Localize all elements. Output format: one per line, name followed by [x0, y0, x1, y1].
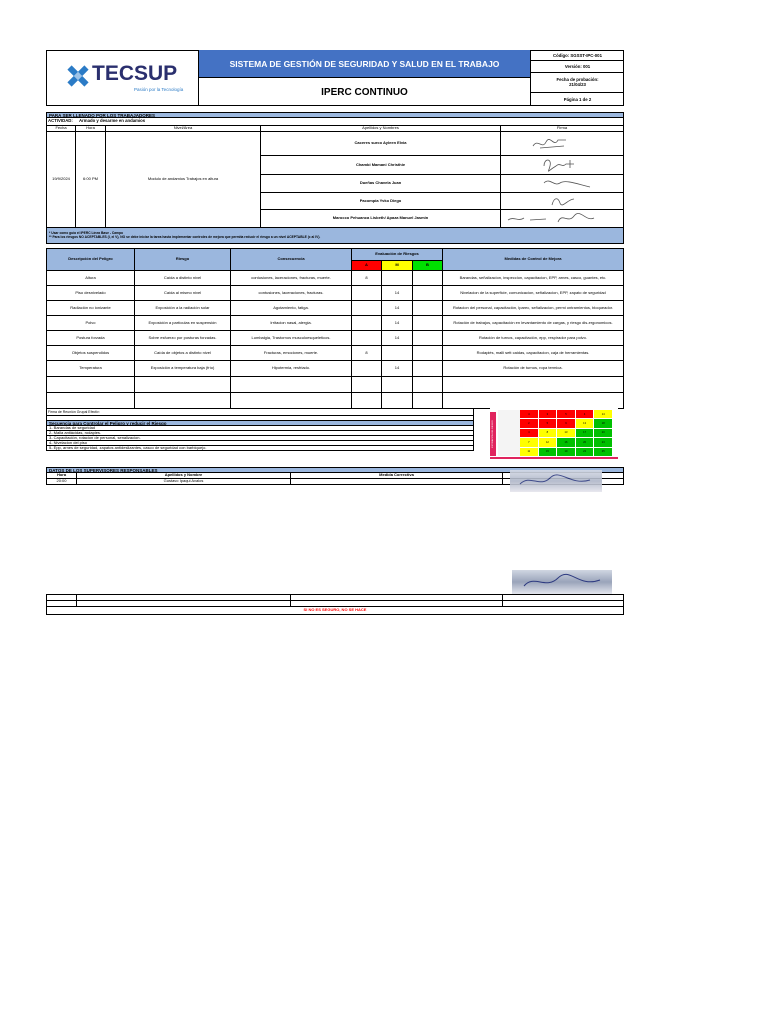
matrix-cell-3-3: 13 [557, 429, 575, 437]
hazard-row-7-a [351, 360, 382, 377]
doc-version-text: Versión: 001 [564, 64, 591, 69]
hazard-row-2-a [351, 285, 382, 301]
hazard-row-4-risk: Exposición a partículas en suspensión [134, 315, 231, 331]
risk-matrix-side-label [490, 412, 496, 456]
supervisor-signature-icon [510, 470, 602, 492]
hazard-row-empty-2-a [351, 392, 382, 409]
hazard-row-6-a: 8 [351, 345, 382, 361]
matrix-cell-1-3: 5 [557, 410, 575, 418]
col-consequence: Consecuencia [230, 248, 352, 271]
hazard-row-5-hazard: Postura forzada [46, 330, 135, 346]
activity-value: Armado y desarme en andamios [79, 118, 146, 123]
time-value: 6:00 PM [75, 131, 106, 228]
date-value: 19/9/2024 [46, 131, 76, 228]
hazard-row-3-measures: Rotacion del personal, capacitación, lparec, señalizacion, permi ontramientos, bloqueador. [442, 300, 624, 316]
worker-name-5: Marocco Pehuanca Lisbeth/ Apaza Manuel Jasmin [260, 209, 501, 228]
matrix-cell-3-4: 17 [576, 429, 594, 437]
risk-matrix-grid [520, 410, 612, 456]
matrix-cell-2-3: 9 [557, 419, 575, 427]
worker-name-1: Caceres surco Ayleen Elvia [260, 131, 501, 156]
doc-version [531, 61, 624, 73]
system-title-text: SISTEMA DE GESTIÓN DE SEGURIDAD Y SALUD EN EL TRABAJO [229, 58, 500, 69]
sup-col-measure: Medida Correctiva [290, 472, 503, 479]
hazard-row-2-risk: Caída al mismo nivel [134, 285, 231, 301]
control-item-1: 1- Barandas de seguridad [46, 425, 474, 431]
hazard-row-empty-1-hazard [46, 376, 135, 393]
hazard-row-3-consequence: Agotamiento, fatiga. [230, 300, 352, 316]
doc-title-text: IPERC CONTINUO [321, 86, 408, 98]
matrix-cell-3-1: 4 [520, 429, 538, 437]
footer-signature-icon [512, 570, 612, 594]
hazard-row-1-a: 8 [351, 270, 382, 286]
sup-col-names: Apellidos y Nombre [76, 472, 291, 479]
area-value: Modulo de andamios Trabajos en altura [105, 131, 261, 228]
hazard-row-empty-1-b [412, 376, 443, 393]
matrix-cell-2-2: 5 [539, 419, 557, 427]
hazard-row-1-m [381, 270, 413, 286]
doc-approval-label: Fecha de probación: [556, 77, 599, 82]
risk-matrix [490, 408, 618, 460]
matrix-cell-5-2: 15 [539, 448, 557, 456]
supervisor-signature-stamp [510, 470, 602, 492]
hazard-row-7-risk: Exposición a temperatura baja (frío) [134, 360, 231, 377]
footer-signature-stamp [512, 570, 612, 594]
control-item-3: 3- Capacitación, rotacion de personal, senalizacion. [46, 435, 474, 441]
matrix-cell-1-4: 4 [576, 410, 594, 418]
signature-2-icon [540, 156, 580, 174]
matrix-cell-1-2: 3 [539, 410, 557, 418]
hazard-row-empty-2-risk [134, 392, 231, 409]
risk-matrix-side-label-text: ESTIMACION DEL RIESGO [492, 420, 495, 448]
meeting-label: Firma de Reunión Grupal Efectiv: [48, 410, 100, 414]
hazard-row-6-consequence: Fracturas, emociones, muerte. [230, 345, 352, 361]
signature-4-icon [548, 193, 578, 209]
hazard-row-empty-2-consequence [230, 392, 352, 409]
doc-code-text: Código: SGSST-IPC-001 [553, 52, 602, 58]
hazard-row-4-a [351, 315, 382, 331]
worker-name-3: Dueñas Chavela Juan [260, 174, 501, 193]
hazard-row-empty-1-measures [442, 376, 624, 393]
hazard-row-empty-2-b [412, 392, 443, 409]
hazard-row-6-b [412, 345, 443, 361]
hazard-row-4-hazard: Polvo [46, 315, 135, 331]
hazard-row-empty-2-hazard [46, 392, 135, 409]
worker-name-4: Pacompia Yvko Diego [260, 192, 501, 210]
eval-m-header: M [381, 260, 413, 271]
matrix-cell-4-4: 20 [576, 438, 594, 446]
control-item-2: 2- Malla antiácidas, rodapies. [46, 430, 474, 436]
control-item-4: 4- Nivelacion del piso [46, 440, 474, 446]
matrix-cell-5-4: 22 [576, 448, 594, 456]
hazard-row-3-hazard: Radiación no ionizante [46, 300, 135, 316]
matrix-cell-5-5: 25 [594, 448, 612, 456]
hazard-row-5-consequence: Lumbalgia, Trastornos musculoesqueleticos. [230, 330, 352, 346]
doc-page [531, 93, 624, 106]
signature-1-icon [530, 134, 570, 154]
hazard-row-1-risk: Caída a distinto nivel [134, 270, 231, 286]
hazard-row-3-a [351, 300, 382, 316]
hazard-row-2-m: 14 [381, 285, 413, 301]
sup-name-value: Gustavo Ipaqui Avalos [76, 478, 291, 485]
activity-row [46, 118, 624, 125]
eval-b-header: B [412, 260, 443, 271]
hazard-row-7-consequence: Hipotermia, resfriado. [230, 360, 352, 377]
col-time: Hora [75, 125, 106, 132]
hazard-row-4-measures: Rotación de trabajos, capacitación en levantamiento de cargas, y riesgo dis-ergonomicos. [442, 315, 624, 331]
hazard-row-empty-2-measures [442, 392, 624, 409]
hazard-row-4-b [412, 315, 443, 331]
doc-approval-date: 21/04/23 [569, 82, 586, 87]
footer-slogan: SI NO ES SEGURO, NO SE HACE [46, 606, 624, 615]
hazard-row-7-m: 14 [381, 360, 413, 377]
matrix-cell-4-1: 7 [520, 438, 538, 446]
hazard-row-5-m: 14 [381, 330, 413, 346]
col-risk: Riesgo [134, 248, 231, 271]
activity-label: ACTIVIDAD: [48, 118, 73, 123]
hazard-row-2-consequence: contusiones, laceraciones, fracturas. [230, 285, 352, 301]
workers-band: PARA SER LLENADO POR LOS TRABAJADORES [46, 112, 624, 118]
sup-measure-value [290, 478, 503, 485]
doc-code [531, 50, 624, 61]
matrix-cell-5-1: 11 [520, 448, 538, 456]
matrix-cell-2-5: 18 [594, 419, 612, 427]
matrix-cell-4-3: 16 [557, 438, 575, 446]
hazard-row-7-hazard: Temperatura [46, 360, 135, 377]
hazard-row-empty-1-risk [134, 376, 231, 393]
hazard-row-empty-1-m [381, 376, 413, 393]
worker-name-2: Chambi Mamani Christhie [260, 155, 501, 175]
hazard-row-6-m [381, 345, 413, 361]
matrix-cell-1-5: 14 [594, 410, 612, 418]
matrix-cell-4-5: 23 [594, 438, 612, 446]
hazard-row-2-measures: Nivelacion de la superficie, comunicacion, señalizacion, EPP, zapato de seguridad [442, 285, 624, 301]
matrix-cell-2-4: 13 [576, 419, 594, 427]
doc-approval [531, 73, 624, 93]
logo-area [46, 50, 199, 106]
col-names: Apellidos y Nombres [260, 125, 501, 132]
matrix-cell-5-3: 19 [557, 448, 575, 456]
signature-5-icon [506, 210, 596, 228]
hazard-row-3-m: 14 [381, 300, 413, 316]
matrix-cell-2-1: 2 [520, 419, 538, 427]
sup-col-time: Hora [46, 472, 77, 479]
hazard-row-7-measures: Rotación de turnos, ropa termica. [442, 360, 624, 377]
hazard-row-4-m: 14 [381, 315, 413, 331]
logo-tagline: Pasión por la Tecnología [134, 87, 184, 92]
doc-title [199, 78, 531, 106]
logo-text: TECSUP [92, 62, 178, 85]
hazard-row-5-measures: Rotación de turnos, capacitación, epp, respirador para polvo. [442, 330, 624, 346]
controls-band: Secuencia para Controlar el Peligro y reducir el Riesgo [46, 420, 474, 426]
system-title [199, 50, 531, 78]
risk-matrix-pink-line [490, 457, 618, 459]
col-area: Nivel/Área [105, 125, 261, 132]
control-item-5: 5- Epp, arnes de seguridad, zapatos antideslizantes, casco de seguridad con barbiquejo. [46, 445, 474, 451]
matrix-cell-3-2: 8 [539, 429, 557, 437]
sup-time-value: 20:00 [46, 478, 77, 485]
hazard-row-2-b [412, 285, 443, 301]
hazard-row-4-consequence: Irritacion nasal, alergia. [230, 315, 352, 331]
hazard-row-3-b [412, 300, 443, 316]
hazard-row-5-risk: Sobre esfuerzo por posturas forzadas. [134, 330, 231, 346]
hazard-row-5-a [351, 330, 382, 346]
supervisors-band: DATOS DE LOS SUPERVISORES RESPONSABLES [46, 467, 624, 473]
risk-matrix-row-labels [498, 410, 520, 456]
doc-page-text: Página 1 de 2 [563, 97, 592, 102]
col-hazard: Descripción del Peligro [46, 248, 135, 271]
eval-a-header: A [351, 260, 382, 271]
hazard-row-1-hazard: Altura [46, 270, 135, 286]
hazard-row-empty-1-a [351, 376, 382, 393]
hazard-row-5-b [412, 330, 443, 346]
hazard-row-3-risk: Exposición a la radiación solar [134, 300, 231, 316]
hazard-row-1-measures: Barandas, señalizacion, inspeccion, capacitacion, EPP, arnes, casco, guantes, etc. [442, 270, 624, 286]
doc-meta [531, 50, 624, 106]
hazard-row-1-b [412, 270, 443, 286]
matrix-cell-1-1: 4 [520, 410, 538, 418]
matrix-cell-3-5: 20 [594, 429, 612, 437]
matrix-cell-4-2: 12 [539, 438, 557, 446]
hazard-row-1-consequence: contusiones, laceraciones, fracturas, muerte. [230, 270, 352, 286]
hazard-row-6-hazard: Objetos suspendidos [46, 345, 135, 361]
col-date: Fecha [46, 125, 76, 132]
hazard-row-empty-2-m [381, 392, 413, 409]
col-eval: Evaluación de Riesgos [351, 248, 443, 261]
notes-band [46, 227, 624, 244]
tecsup-logo-icon [64, 62, 92, 90]
hazard-row-7-b [412, 360, 443, 377]
hazard-row-2-hazard: Piso desnivelado [46, 285, 135, 301]
signature-3-icon [540, 175, 592, 191]
hazard-row-empty-1-consequence [230, 376, 352, 393]
note-1: * Usar como guía el IPERC Línea Base - Campo [49, 231, 124, 235]
note-2: ** Para los riesgos NO ACEPTABLES (I, el V), NO se debe iniciar la tarea hasta implementar controles de mejora que permita reducir el riesgo a un nivel ACEPTABLE (c al IV). [49, 235, 321, 239]
col-signature: Firma [500, 125, 624, 132]
hazard-row-6-risk: Caída de objetos a distinto nivel [134, 345, 231, 361]
hazard-row-6-measures: Rodapiés, malli sett caidas, capacitacion, caja de herramientas. [442, 345, 624, 361]
col-measures: Medidas de Control de Mejora [442, 248, 624, 271]
